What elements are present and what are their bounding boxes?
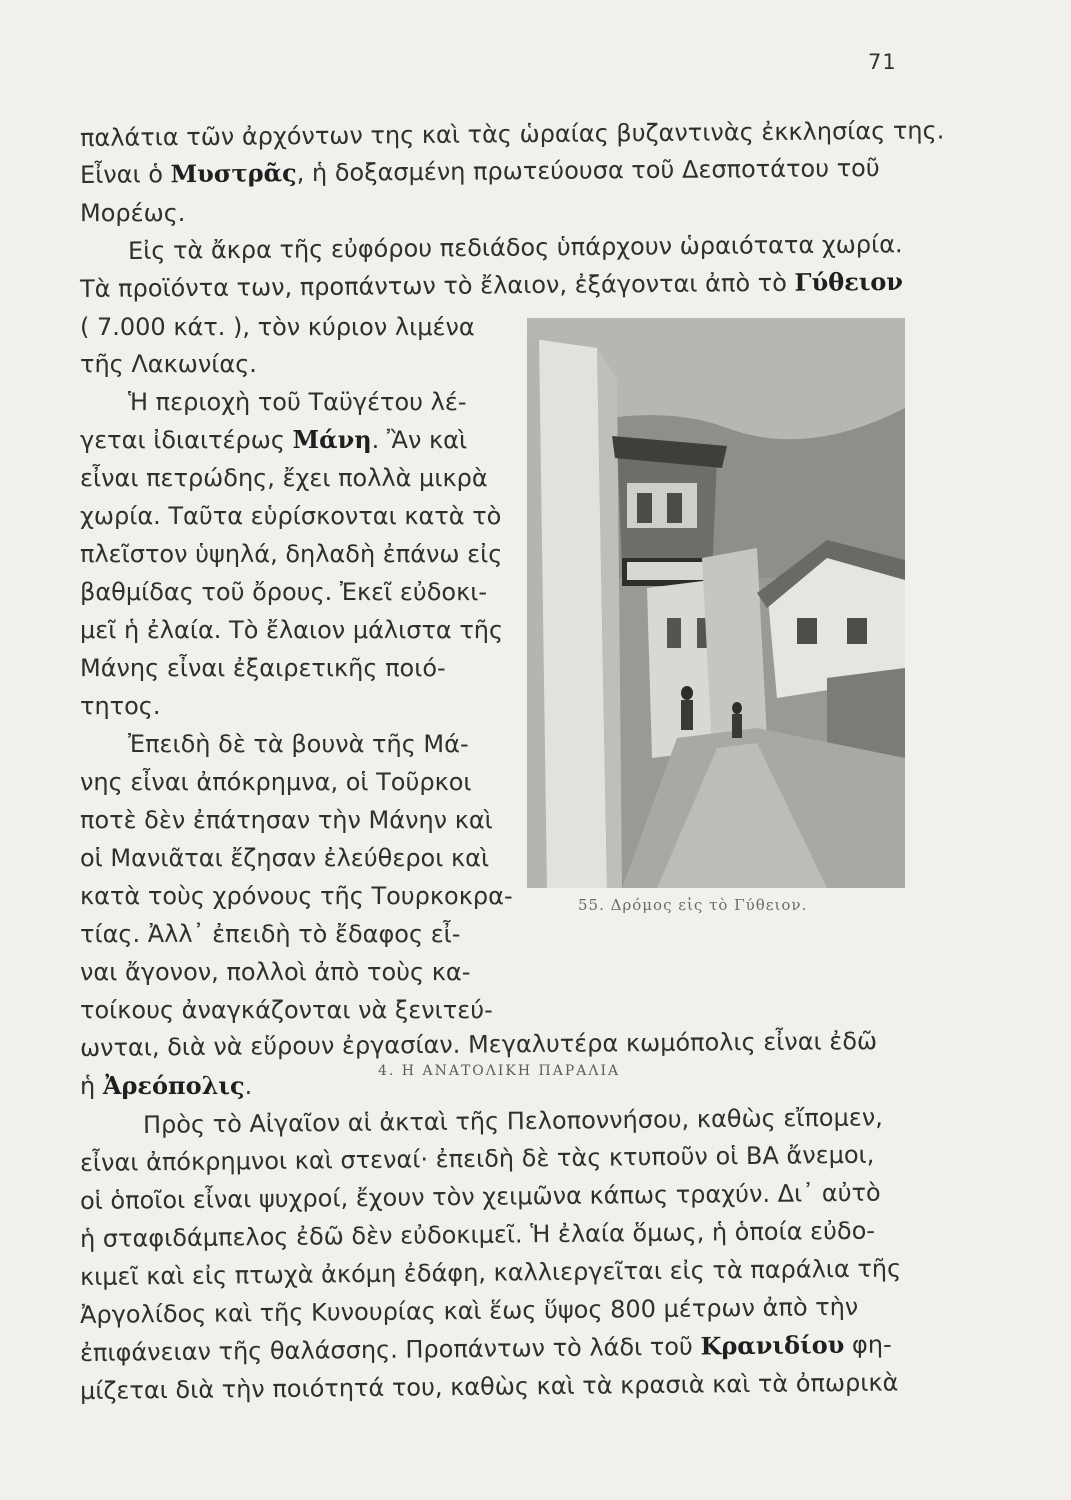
- photo-illustration: [527, 318, 905, 888]
- text-line: Τὰ προϊόντα των, προπάντων τὸ ἔλαιον, ἐξάγονται ἀπὸ τὸ Γύθειον: [79, 266, 904, 303]
- text-line: ἡ σταφιδάμπελος ἐδῶ δὲν εὐδοκιμεῖ. Ἡ ἐλαία ὅμως, ἡ ὁποία εὐδο-: [79, 1216, 876, 1253]
- text-line: εἶναι ἀπόκρημνοι καὶ στεναί· ἐπειδὴ δὲ τὰς κτυποῦν οἱ ΒΑ ἄνεμοι,: [79, 1140, 875, 1177]
- bold-term-areopolis: Ἀρεόπολις: [102, 1071, 245, 1100]
- text-line: ( 7.000 κάτ. ), τὸν κύριον λιμένα: [80, 313, 475, 341]
- text-line: ωνται, διὰ νὰ εὕρουν ἐργασίαν. Μεγαλυτέρα κωμόπολις εἶναι ἐδῶ: [79, 1027, 878, 1062]
- text-line: Πρὸς τὸ Αἰγαῖον αἱ ἀκταὶ τῆς Πελοποννήσου, καθὼς εἴπομεν,: [142, 1103, 883, 1139]
- text-line: τοίκους ἀναγκάζονται νὰ ξενιτεύ-: [80, 996, 493, 1024]
- text-line: Ἀργολίδος καὶ τῆς Κυνουρίας καὶ ἕως ὕψος 800 μέτρων ἀπὸ τὴν: [79, 1292, 859, 1329]
- text-line: ναι ἄγονον, πολλοὶ ἀπὸ τοὺς κα-: [80, 958, 471, 986]
- text-line: τῆς Λακωνίας.: [80, 350, 257, 378]
- text-line: γεται ἰδιαιτέρως Μάνη. Ἂν καὶ: [80, 425, 468, 454]
- text-line: νης εἶναι ἀπόκρημνα, οἱ Τοῦρκοι: [80, 768, 472, 796]
- text-line: ἡ Ἀρεόπολις.: [80, 1071, 253, 1100]
- text-line: κατὰ τοὺς χρόνους τῆς Τουρκοκρα-: [80, 882, 513, 910]
- text-line: χωρία. Ταῦτα εὑρίσκονται κατὰ τὸ: [80, 502, 502, 530]
- bold-term-gytheion: Γύθειον: [794, 266, 904, 297]
- text-line: τητος.: [80, 692, 161, 720]
- text-line: πλεῖστον ὑψηλά, δηλαδὴ ἐπάνω εἰς: [80, 540, 503, 568]
- text-line: παλάτια τῶν ἀρχόντων της καὶ τὰς ὡραίας βυζαντινὰς ἐκκλησίας της.: [79, 116, 945, 152]
- text-line: εἶναι πετρώδης, ἔχει πολλὰ μικρὰ: [80, 464, 488, 492]
- text-line: Ἡ περιοχὴ τοῦ Ταϋγέτου λέ-: [128, 388, 467, 416]
- bold-term-mystras: Μυστρᾶς: [170, 158, 297, 189]
- text-line: Μάνης εἶναι ἐξαιρετικῆς ποιό-: [80, 654, 446, 682]
- text-line: τίας. Ἀλλ᾿ ἐπειδὴ τὸ ἔδαφος εἶ-: [80, 920, 461, 948]
- text-line: Εἰς τὰ ἄκρα τῆς εὐφόρου πεδιάδος ὑπάρχουν ὡραιότατα χωρία.: [127, 230, 903, 265]
- text-line: οἱ ὁποῖοι εἶναι ψυχροί, ἔχουν τὸν χειμῶνα κάπως τραχύν. Δι᾿ αὐτὸ: [79, 1178, 881, 1215]
- text-line: μίζεται διὰ τὴν ποιότητά του, καθὼς καὶ τὰ κρασιὰ καὶ τὰ ὀπωρικὰ: [79, 1368, 899, 1405]
- text-line: ποτὲ δὲν ἐπάτησαν τὴν Μάνην καὶ: [80, 806, 493, 834]
- text-line: βαθμίδας τοῦ ὄρους. Ἐκεῖ εὐδοκι-: [80, 578, 487, 606]
- bold-term-kranidi: Κρανιδίου: [700, 1329, 845, 1361]
- text-line: ἐπιφάνειαν τῆς θαλάσσης. Προπάντων τὸ λάδι τοῦ Κρανιδίου φη-: [79, 1329, 892, 1367]
- text-line: κιμεῖ καὶ εἰς πτωχὰ ἀκόμη ἐδάφη, καλλιεργεῖται εἰς τὰ παράλια τῆς: [79, 1254, 902, 1291]
- text-line: Μορέως.: [80, 199, 186, 227]
- text-line: Εἶναι ὁ Μυστρᾶς, ἡ δοξασμένη πρωτεύουσα τοῦ Δεσποτάτου τοῦ: [79, 154, 880, 189]
- section-heading: 4. Η ΑΝΑΤΟΛΙΚΗ ΠΑΡΑΛΙΑ: [378, 1063, 621, 1079]
- photo-street-gytheion: [527, 318, 905, 888]
- text-line: Ἐπειδὴ δὲ τὰ βουνὰ τῆς Μά-: [128, 730, 469, 758]
- bold-term-mani: Μάνη: [292, 425, 372, 454]
- text-line: οἱ Μανιᾶται ἔζησαν ἐλεύθεροι καὶ: [80, 844, 490, 872]
- photo-caption: 55. Δρόμος εἰς τὸ Γύθειον.: [578, 896, 808, 914]
- text-line: μεῖ ἡ ἐλαία. Τὸ ἔλαιον μάλιστα τῆς: [80, 616, 504, 644]
- page-number: 71: [868, 50, 897, 74]
